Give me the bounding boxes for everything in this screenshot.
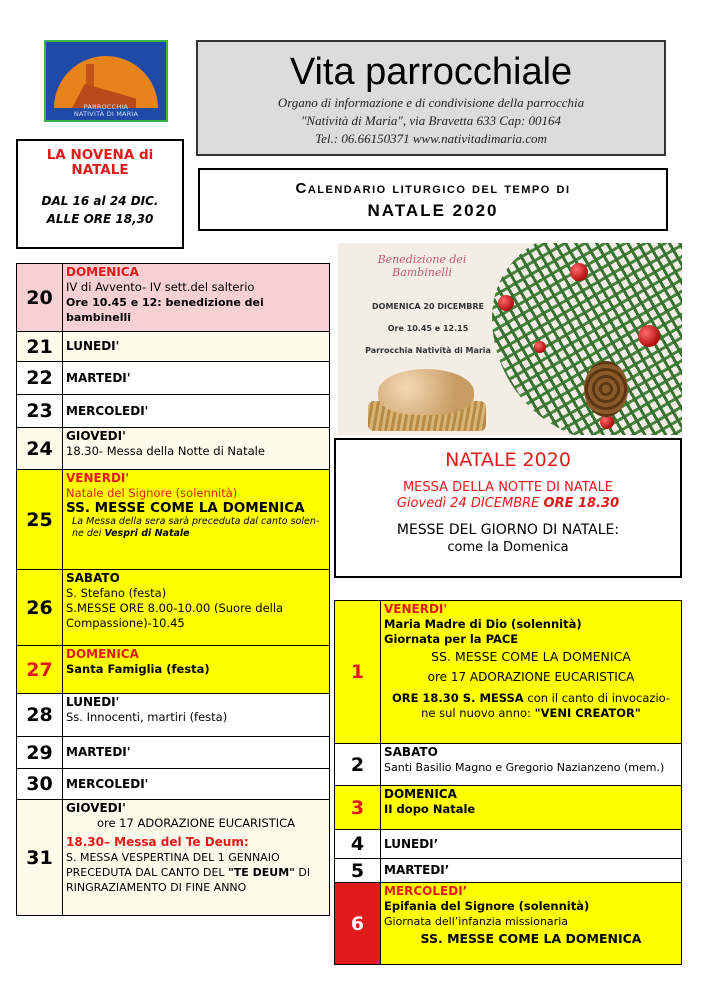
weekday: VENERDI' <box>384 602 448 616</box>
day-note: SS. MESSE COME LA DOMENICA <box>420 931 642 946</box>
day-number: 28 <box>17 694 63 737</box>
day-note: Santa Famiglia (festa) <box>66 662 210 676</box>
day-note: Giornata per la PACE <box>384 632 519 646</box>
day-note: ore 17 ADORAZIONE EUCARISTICA <box>427 670 635 684</box>
calendar-title-line-2: NATALE 2020 <box>367 201 499 220</box>
calendar-row <box>17 395 330 428</box>
ornament-ball <box>570 263 588 281</box>
weekday: GIOVEDI' <box>66 801 126 815</box>
day-note: ne dei Vespri di Natale <box>72 528 190 539</box>
day-number: 3 <box>335 786 381 830</box>
baby-jesus-figurine <box>378 369 474 415</box>
calendar-row <box>17 646 330 694</box>
blessing-photo <box>338 243 682 435</box>
day-note: La Messa della sera sarà preceduta dal canto solen- <box>72 516 320 527</box>
day-number: 6 <box>335 883 381 965</box>
calendar-row <box>17 570 330 646</box>
calendar-row <box>17 264 330 332</box>
photo-info: DOMENICA 20 DICEMBRE Ore 10.45 e 12.15 Parrocchia Natività di Maria <box>365 302 491 355</box>
masthead-line-3: Tel.: 06.66150371 www.nativitadimaria.com <box>315 131 547 146</box>
calendar-row <box>335 830 682 859</box>
day-number: 2 <box>335 744 381 786</box>
day-note: ne sul nuovo anno: "VENI CREATOR" <box>421 706 641 720</box>
day-note: ORE 18.30 S. MESSA con il canto di invocazio- <box>391 691 671 705</box>
day-number: 30 <box>17 769 63 800</box>
day-note: S. Stefano (festa) <box>66 586 167 600</box>
weekday: DOMENICA <box>66 265 139 279</box>
weekday: DOMENICA <box>384 787 457 801</box>
day-note: Epifania del Signore (solennità) <box>384 899 590 913</box>
day-number: 31 <box>17 800 63 916</box>
weekday: GIOVEDI' <box>66 429 126 443</box>
novena-time: ALLE ORE 18,30 <box>46 212 154 226</box>
weekday: MARTEDI' <box>66 370 131 385</box>
ornament-ball <box>534 341 546 353</box>
calendar-row <box>17 428 330 470</box>
calendar-row <box>335 859 682 883</box>
weekday: MERCOLEDI' <box>66 403 149 418</box>
day-number: 4 <box>335 830 381 859</box>
pinecone <box>584 361 628 417</box>
day-note: ore 17 ADORAZIONE EUCARISTICA <box>96 816 296 830</box>
day-note: SS. MESSE COME LA DOMENICA <box>431 649 631 664</box>
weekday: LUNEDI' <box>66 339 120 353</box>
calendar-row <box>335 786 682 830</box>
calendar-row <box>17 362 330 395</box>
day-note: Ss. Innocenti, martiri (festa) <box>66 710 228 724</box>
calendar-row <box>335 883 682 965</box>
messa-notte-date: Giovedì 24 DICEMBRE ORE 18.30 <box>396 496 620 511</box>
day-note: SS. MESSE COME LA DOMENICA <box>66 500 305 516</box>
day-number: 21 <box>17 332 63 362</box>
day-number: 27 <box>17 646 63 694</box>
natale-2020-box <box>334 438 682 578</box>
photo-title: Benedizione dei Bambinelli <box>377 253 467 279</box>
day-note: IV di Avvento- IV sett.del salterio <box>66 280 255 294</box>
day-number: 1 <box>335 601 381 744</box>
calendar-row <box>17 800 330 916</box>
day-note: 18.30- Messa della Notte di Natale <box>66 444 265 458</box>
day-note: Compassione)-10.45 <box>66 616 185 630</box>
weekday: VENERDI' <box>66 471 130 485</box>
calendar-row <box>17 694 330 737</box>
ornament-ball <box>638 325 660 347</box>
day-number: 5 <box>335 859 381 883</box>
day-note: II dopo Natale <box>384 802 476 816</box>
weekday: SABATO <box>66 571 120 585</box>
calendar-row <box>17 769 330 800</box>
weekday: LUNEDI' <box>66 695 120 709</box>
calendar-row <box>17 470 330 570</box>
messe-giorno-label: MESSE DEL GIORNO DI NATALE: <box>396 522 620 538</box>
ornament-ball <box>600 415 614 429</box>
masthead-line-2: "Natività di Maria", via Bravetta 633 Cap: 00164 <box>300 113 562 128</box>
calendar-title-box <box>198 168 668 231</box>
day-note: Ore 10.45 e 12: benedizione dei bambinelli <box>66 296 264 324</box>
day-note: PRECEDUTA DAL CANTO DEL "TE DEUM" DI <box>66 866 311 879</box>
weekday: LUNEDI’ <box>384 836 439 851</box>
masthead-title: Vita parrocchiale <box>289 51 573 93</box>
parish-logo <box>44 40 168 122</box>
weekday: MARTEDI’ <box>384 863 450 877</box>
messa-notte-label: MESSA DELLA NOTTE DI NATALE <box>402 480 614 495</box>
day-note: Giornata dell’infanzia missionaria <box>384 915 568 928</box>
day-note: Maria Madre di Dio (solennità) <box>384 617 582 631</box>
natale-title: NATALE 2020 <box>445 449 571 471</box>
calendar-january <box>334 600 682 965</box>
day-note: S.MESSE ORE 8.00-10.00 (Suore della <box>66 601 284 615</box>
weekday: SABATO <box>384 745 438 759</box>
novena-title: LA NOVENA di NATALE <box>46 147 154 178</box>
day-number: 25 <box>17 470 63 570</box>
calendar-row <box>335 744 682 786</box>
day-number: 26 <box>17 570 63 646</box>
calendar-row <box>17 332 330 362</box>
calendar-row <box>335 601 682 744</box>
day-note: Natale del Signore (solennità) <box>66 486 238 500</box>
day-number: 20 <box>17 264 63 332</box>
masthead-line-1: Organo di informazione e di condivisione della parrocchia <box>277 95 585 110</box>
weekday: DOMENICA <box>66 647 139 661</box>
day-note: 18.30– Messa del Te Deum: <box>66 835 249 849</box>
novena-box <box>16 139 184 249</box>
day-note: S. MESSA VESPERTINA DEL 1 GENNAIO <box>66 851 280 864</box>
day-number: 29 <box>17 737 63 769</box>
day-number: 24 <box>17 428 63 470</box>
weekday: MERCOLEDI’ <box>384 884 468 898</box>
novena-dates: DAL 16 al 24 DIC. <box>41 194 159 208</box>
day-note: RINGRAZIAMENTO DI FINE ANNO <box>66 881 247 894</box>
weekday: MERCOLEDI' <box>66 776 149 791</box>
day-number: 23 <box>17 395 63 428</box>
calendar-row <box>17 737 330 769</box>
messe-giorno-note: come la Domenica <box>447 540 569 555</box>
day-note: Santi Basilio Magno e Gregorio Nazianzeno (mem.) <box>384 761 665 774</box>
masthead <box>196 40 666 156</box>
calendar-title-line-1: Calendario liturgico del tempo di <box>295 180 571 197</box>
logo-caption: PARROCCHIA NATIVITÀ DI MARIA <box>73 103 139 118</box>
weekday: MARTEDI' <box>66 745 131 759</box>
calendar-december <box>16 263 330 916</box>
day-number: 22 <box>17 362 63 395</box>
